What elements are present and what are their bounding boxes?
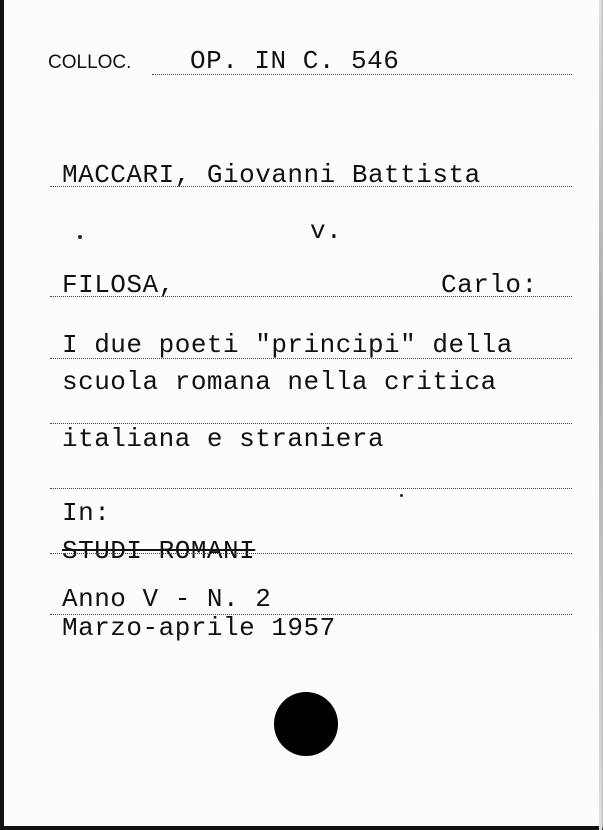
title-rule-3: [50, 488, 572, 489]
author-rule: [50, 186, 572, 187]
connector-v: v.: [310, 216, 343, 246]
author-heading: MACCARI, Giovanni Battista: [62, 160, 481, 190]
subject-surname: FILOSA,: [62, 270, 175, 300]
colloc-label: COLLOC.: [48, 52, 132, 73]
title-line-1: I due poeti "principi" della: [62, 330, 513, 360]
card-right-edge: [599, 0, 602, 830]
stray-dot: [78, 235, 82, 239]
stray-dot-2: [400, 494, 403, 497]
in-label: In:: [62, 498, 111, 528]
journal-title: STUDI ROMANI: [62, 536, 256, 566]
title-line-2: scuola romana nella critica: [62, 367, 497, 397]
colloc-value: OP. IN C. 546: [190, 46, 400, 76]
subject-firstname: Carlo:: [441, 270, 538, 300]
colloc-rule: [152, 74, 572, 75]
journal-rule: [50, 553, 572, 554]
title-rule-1: [50, 358, 572, 359]
subject-rule: [50, 296, 572, 297]
issue-line-1: Anno V - N. 2: [62, 584, 272, 614]
issue-line-2: Marzo-aprile 1957: [62, 613, 336, 643]
punch-hole: [274, 692, 338, 756]
title-line-3: italiana e straniera: [62, 424, 385, 454]
